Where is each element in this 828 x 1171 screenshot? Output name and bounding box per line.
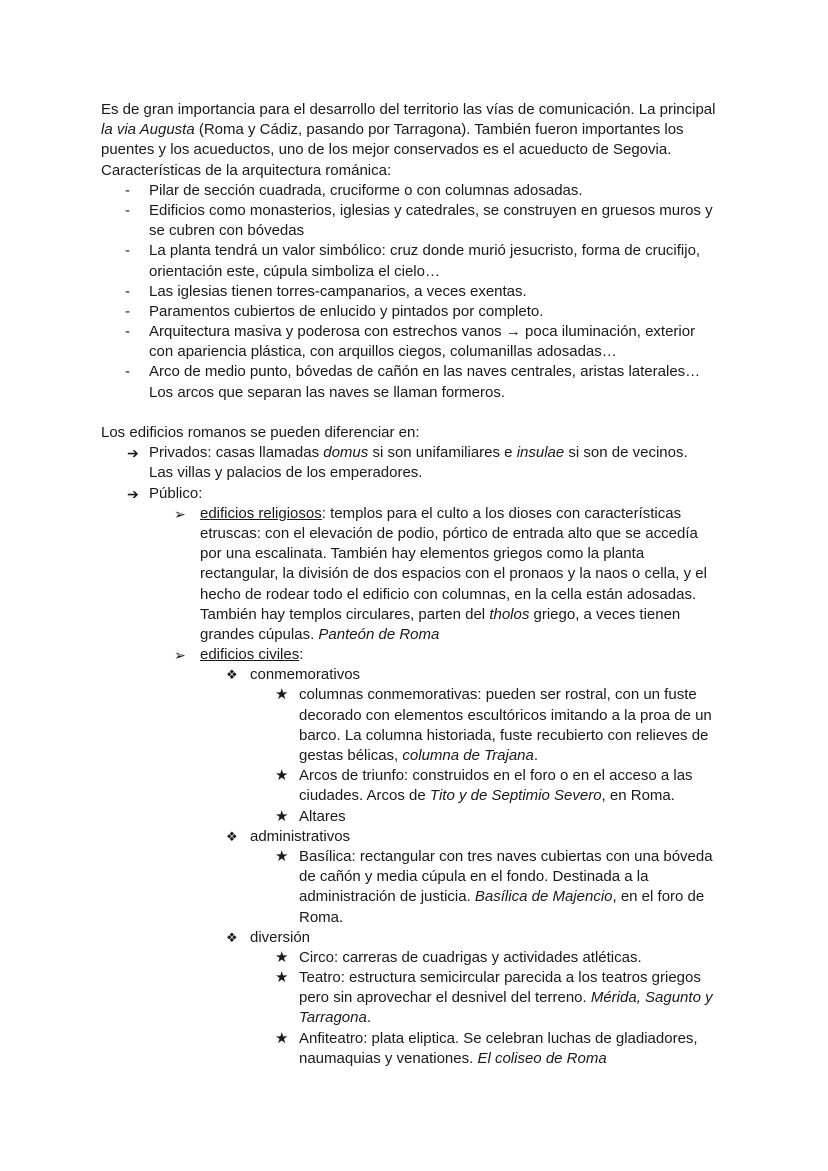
text-segment: barco. La columna historiada, fuste recubierto con relieves de [299, 726, 709, 744]
text-line [0, 887, 828, 907]
italic-text: columna de Trajana [402, 747, 534, 764]
text-line [0, 241, 828, 261]
text-line [0, 746, 828, 766]
text-line [0, 766, 828, 786]
text-segment: griego, a veces tienen [529, 605, 681, 623]
text-line [0, 605, 828, 625]
line-text [149, 362, 700, 382]
arrow-bullet-icon: ➔ [127, 485, 139, 502]
star-bullet-icon: ★ [275, 948, 289, 966]
text-segment: : [299, 646, 304, 664]
line-text [299, 948, 642, 968]
dash-bullet-icon: - [125, 282, 130, 300]
line-text [149, 463, 422, 483]
text-segment: Basílica: rectangular con tres naves cubiertas con una bóveda [299, 847, 713, 865]
text-line [0, 807, 828, 827]
star-bullet-icon: ★ [275, 686, 289, 704]
line-text [149, 262, 440, 282]
line-text [299, 988, 713, 1008]
text-line [0, 100, 828, 120]
text-segment: si son unifamiliares e [368, 444, 517, 462]
text-line [0, 564, 828, 584]
text-line [0, 726, 828, 746]
text-line [0, 181, 828, 201]
star-bullet-icon: ★ [275, 969, 289, 987]
text-line [0, 685, 828, 705]
text-line [0, 948, 828, 968]
italic-text: la via Augusta [101, 121, 195, 139]
text-segment: Arcos de triunfo: construidos en el foro o en el acceso a las [299, 767, 693, 785]
line-text [200, 645, 303, 665]
text-segment: naumaquias y venationes. [299, 1049, 478, 1067]
italic-text: tholos [489, 605, 530, 623]
text-line [0, 1049, 828, 1069]
dash-bullet-icon: - [125, 181, 130, 199]
text-line [0, 201, 828, 221]
diamond-bullet-icon: ❖ [226, 667, 238, 683]
text-segment: Privados: casas llamadas [149, 444, 324, 462]
line-text [149, 484, 202, 504]
text-segment: grandes cúpulas. [200, 625, 319, 643]
text-segment: Los arcos que separan las naves se llaman formeros. [149, 383, 506, 401]
line-text [101, 423, 420, 443]
underlined-heading: edificios religiosos [200, 504, 322, 522]
text-segment: La planta tendrá un valor simbólico: cruz donde murió jesucristo, forma de crucifijo, [149, 242, 701, 260]
line-text [299, 726, 708, 746]
text-segment: , en Roma. [601, 787, 675, 805]
text-segment: conmemorativos [250, 666, 361, 684]
text-line [0, 383, 828, 403]
text-segment: Anfiteatro: plata eliptica. Se celebran luchas de gladiadores, [299, 1029, 698, 1047]
line-text [299, 867, 648, 887]
text-line [0, 140, 828, 160]
diamond-bullet-icon: ❖ [226, 828, 238, 844]
text-segment: Circo: carreras de cuadrigas y actividades atléticas. [299, 948, 642, 966]
text-line [0, 161, 828, 181]
text-line [0, 221, 828, 241]
text-line [0, 262, 828, 282]
text-segment: con apariencia plástica, con arquillos ciegos, columanillas adosadas… [149, 343, 617, 361]
text-line [0, 362, 828, 382]
text-segment: Público: [149, 484, 203, 502]
diamond-bullet-icon: ❖ [226, 929, 238, 945]
line-text [299, 1008, 371, 1028]
text-line [0, 463, 828, 483]
text-segment: Roma. [299, 908, 344, 926]
text-line [0, 706, 828, 726]
text-line [0, 585, 828, 605]
dash-bullet-icon: - [125, 201, 130, 219]
text-segment: decorado con elementos escultóricos imitando a la proa de un [299, 706, 712, 724]
line-text [200, 524, 698, 544]
text-segment: gestas bélicas, [299, 747, 403, 764]
text-segment: Altares [299, 807, 346, 825]
text-segment: hecho de rodear todo el edificio con columnas, en la cella están adosadas. [200, 585, 697, 603]
line-text [149, 342, 617, 362]
arrowhead-bullet-icon: ➢ [174, 647, 186, 664]
line-text [200, 544, 644, 564]
italic-text: Mérida, Sagunto y [590, 989, 713, 1007]
text-segment: , en el foro de [612, 888, 705, 906]
text-line [0, 645, 828, 665]
line-text [200, 504, 681, 524]
dash-bullet-icon: - [125, 302, 130, 320]
text-segment: puentes y los acueductos, uno de los mejor conservados es el acueducto de Segovia. [101, 141, 672, 159]
text-segment: Teatro: estructura semicircular parecida a los teatros griegos [299, 969, 701, 987]
text-segment: administración de justicia. [299, 888, 475, 906]
line-text [149, 241, 700, 261]
italic-text: El coliseo de Roma [477, 1049, 607, 1067]
line-text [149, 282, 527, 302]
text-line [0, 1029, 828, 1049]
line-text [200, 605, 680, 625]
text-line [0, 120, 828, 140]
line-text [299, 706, 712, 726]
text-segment: se cubren con bóvedas [149, 222, 305, 240]
line-text [299, 685, 697, 705]
blank-line [0, 403, 828, 423]
line-text [149, 201, 713, 221]
line-text [101, 100, 715, 120]
text-line [0, 908, 828, 928]
text-segment: Edificios como monasterios, iglesias y catedrales, se construyen en gruesos muros y [149, 201, 713, 219]
italic-text: Tarragona [299, 1009, 367, 1027]
line-text [200, 625, 439, 645]
text-segment: pero sin aprovechar el desnivel del terreno. [299, 989, 591, 1007]
line-text [299, 847, 713, 867]
text-segment: rectangular, la división de dos espacios con el pronaos y la naos o cella, y el [200, 565, 707, 583]
text-line [0, 544, 828, 564]
dash-bullet-icon: - [125, 242, 130, 260]
line-text [149, 221, 304, 241]
text-line [0, 282, 828, 302]
italic-text: Panteón de Roma [318, 625, 440, 643]
text-line [0, 504, 828, 524]
text-segment: orientación este, cúpula simboliza el cielo… [149, 262, 440, 280]
arrow-bullet-icon: ➔ [127, 445, 139, 462]
line-text [299, 968, 701, 988]
document-body [0, 100, 828, 1069]
text-line [0, 342, 828, 362]
star-bullet-icon: ★ [275, 807, 289, 825]
text-line [0, 827, 828, 847]
text-segment: Características de la arquitectura románica: [101, 161, 392, 179]
text-segment: Pilar de sección cuadrada, cruciforme o con columnas adosadas. [149, 181, 583, 199]
text-segment: por una escalinata. También hay elementos griegos como la planta [200, 545, 645, 563]
underlined-heading: edificios civiles [200, 646, 300, 664]
line-text [200, 585, 696, 605]
italic-text: domus [323, 444, 369, 462]
text-segment: Es de gran importancia para el desarrollo del territorio las vías de comunicación. La principal [101, 101, 716, 118]
line-text [299, 908, 343, 928]
text-segment: de cañón y media cúpula en el fondo. Destinada a la [299, 868, 649, 886]
line-text [299, 786, 675, 806]
text-line [0, 786, 828, 806]
italic-text: Tito y de Septimio Severo [429, 787, 602, 805]
line-text [299, 887, 704, 907]
text-segment: (Roma y Cádiz, pasando por Tarragona). También fueron importantes los [194, 121, 684, 139]
text-line [0, 867, 828, 887]
line-text [149, 181, 583, 201]
text-line [0, 665, 828, 685]
line-text [101, 140, 671, 160]
text-line [0, 443, 828, 463]
text-segment: si son de vecinos. [564, 444, 688, 462]
dash-bullet-icon: - [125, 363, 130, 381]
text-line [0, 524, 828, 544]
text-segment: columnas conmemorativas: pueden ser rostral, con un fuste [299, 686, 697, 704]
line-text [299, 766, 693, 786]
text-segment: diversión [250, 928, 311, 946]
line-text [250, 928, 310, 948]
text-segment: ciudades. Arcos de [299, 787, 430, 805]
text-segment: etruscas: con el elevación de podio, pórtico de entrada alto que se accedía [200, 524, 698, 542]
text-segment: : templos para el culto a los dioses con características [321, 504, 682, 522]
line-text [299, 807, 346, 827]
text-segment: . [533, 747, 539, 764]
line-text [149, 383, 505, 403]
line-text [101, 120, 684, 140]
line-text [149, 322, 695, 342]
line-text [101, 161, 391, 181]
text-segment: Las villas y palacios de los emperadores. [149, 464, 423, 482]
text-segment: Arco de medio punto, bóvedas de cañón en las naves centrales, aristas laterales… [149, 363, 701, 381]
star-bullet-icon: ★ [275, 847, 289, 865]
text-segment: . [366, 1009, 372, 1027]
text-line [0, 968, 828, 988]
text-line [0, 322, 828, 342]
text-segment: Los edificios romanos se pueden diferenciar en: [101, 424, 420, 441]
line-text [250, 665, 360, 685]
dash-bullet-icon: - [125, 323, 130, 341]
text-line [0, 988, 828, 1008]
italic-text: Basílica de Majencio [474, 888, 613, 906]
italic-text: insulae [516, 444, 565, 462]
line-text [149, 302, 543, 322]
text-segment: Paramentos cubiertos de enlucido y pintados por completo. [149, 302, 544, 320]
text-line [0, 484, 828, 504]
line-text [200, 564, 707, 584]
star-bullet-icon: ★ [275, 1029, 289, 1047]
text-segment: Arquitectura masiva y poderosa con estrechos vanos → poca iluminación, exterior [149, 323, 696, 341]
star-bullet-icon: ★ [275, 767, 289, 785]
text-segment: administrativos [250, 827, 351, 845]
text-segment: También hay templos circulares, parten del [200, 605, 490, 623]
text-segment: Las iglesias tienen torres-campanarios, a veces exentas. [149, 282, 527, 300]
text-line [0, 625, 828, 645]
text-line [0, 928, 828, 948]
line-text [149, 443, 688, 463]
text-line [0, 302, 828, 322]
text-line [0, 1008, 828, 1028]
line-text [250, 827, 350, 847]
text-line [0, 847, 828, 867]
arrowhead-bullet-icon: ➢ [174, 505, 186, 522]
line-text [299, 746, 538, 766]
line-text [299, 1029, 698, 1049]
text-line [0, 423, 828, 443]
line-text [299, 1049, 607, 1069]
